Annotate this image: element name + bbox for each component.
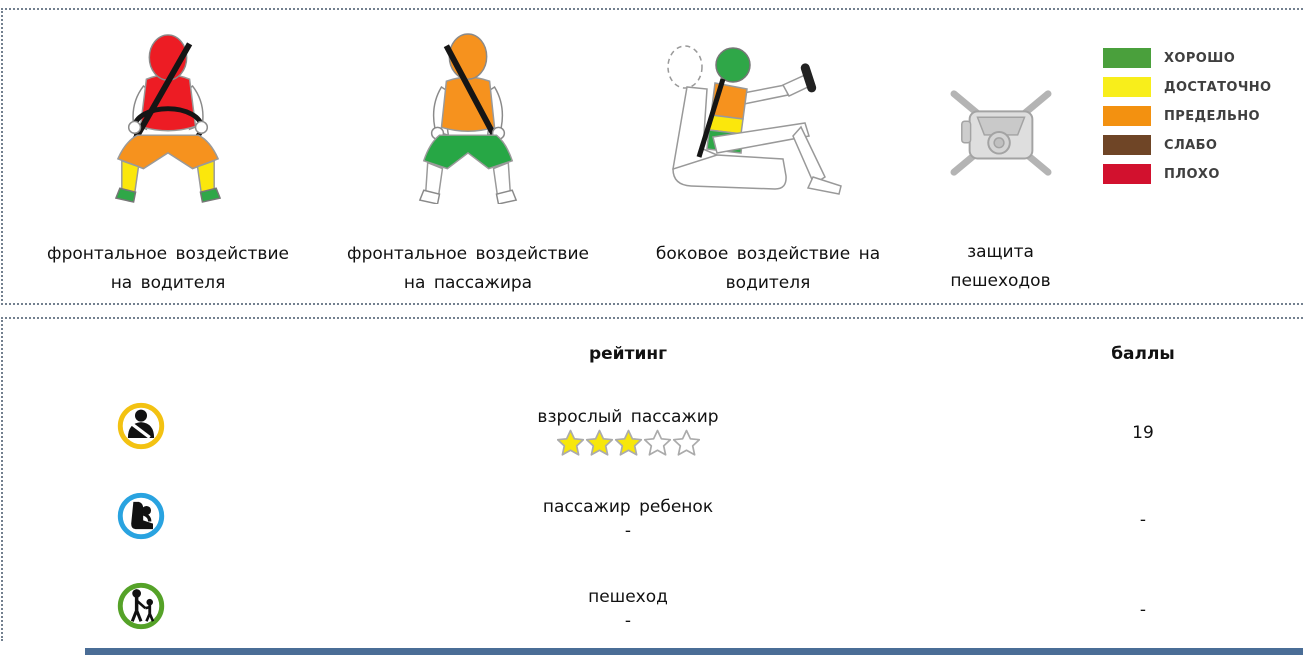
adequate-color-swatch — [1103, 77, 1151, 97]
legend-item-good — [1103, 48, 1271, 68]
pedestrian-protection-block — [908, 32, 1093, 296]
star-empty-icon — [673, 429, 700, 456]
pedestrian-value: - — [624, 611, 632, 631]
child-occupant-points: - — [1139, 510, 1147, 530]
frontal-driver-figure — [93, 32, 243, 204]
pedestrian-icon — [117, 582, 165, 630]
frontal-passenger-figure — [393, 32, 543, 204]
star-filled-icon — [557, 429, 584, 456]
side-driver-figure — [653, 32, 883, 204]
marginal-label: ПРЕДЕЛЬНО — [1164, 108, 1260, 124]
legend-item-poor — [1103, 164, 1271, 184]
points-column-header: баллы — [1111, 344, 1175, 364]
child-occupant-value: - — [624, 521, 632, 541]
pedestrian-points: - — [1139, 600, 1147, 620]
adult-occupant-label: взрослый пассажир — [537, 407, 719, 427]
pedestrian-label: пешеход — [588, 587, 668, 607]
star-rating — [428, 429, 828, 457]
star-filled-icon — [586, 429, 613, 456]
child-occupant-label: пассажир ребенок — [542, 497, 714, 517]
adult-occupant-points: 19 — [1132, 423, 1154, 443]
legend-item-marginal — [1103, 106, 1271, 126]
frontal-passenger-label: фронтальное воздействие на пассажира — [347, 244, 589, 293]
star-filled-icon — [615, 429, 642, 456]
weak-color-swatch — [1103, 135, 1151, 155]
weak-label: СЛАБО — [1164, 137, 1218, 153]
poor-label: ПЛОХО — [1164, 166, 1220, 182]
child-seat-icon — [117, 492, 165, 540]
impact-diagrams-panel — [1, 8, 1303, 305]
side-driver-block — [628, 32, 908, 298]
frontal-driver-block — [28, 32, 308, 298]
color-legend — [1103, 48, 1271, 193]
good-label: ХОРОШО — [1164, 50, 1236, 66]
frontal-passenger-block — [328, 32, 608, 298]
rating-column-header: рейтинг — [588, 344, 667, 364]
pedestrian-protection-icon — [942, 82, 1060, 182]
side-driver-label: боковое воздействие на водителя — [655, 244, 881, 293]
legend-item-adequate — [1103, 77, 1271, 97]
bottom-window-bar — [85, 648, 1303, 655]
good-color-swatch — [1103, 48, 1151, 68]
pedestrian-protection-label: защита пешеходов — [950, 242, 1051, 291]
star-empty-icon — [644, 429, 671, 456]
frontal-driver-label: фронтальное воздействие на водителя — [47, 244, 289, 293]
adequate-label: ДОСТАТОЧНО — [1164, 79, 1272, 95]
adult-occupant-icon — [117, 402, 165, 450]
legend-item-weak — [1103, 135, 1271, 155]
marginal-color-swatch — [1103, 106, 1151, 126]
poor-color-swatch — [1103, 164, 1151, 184]
